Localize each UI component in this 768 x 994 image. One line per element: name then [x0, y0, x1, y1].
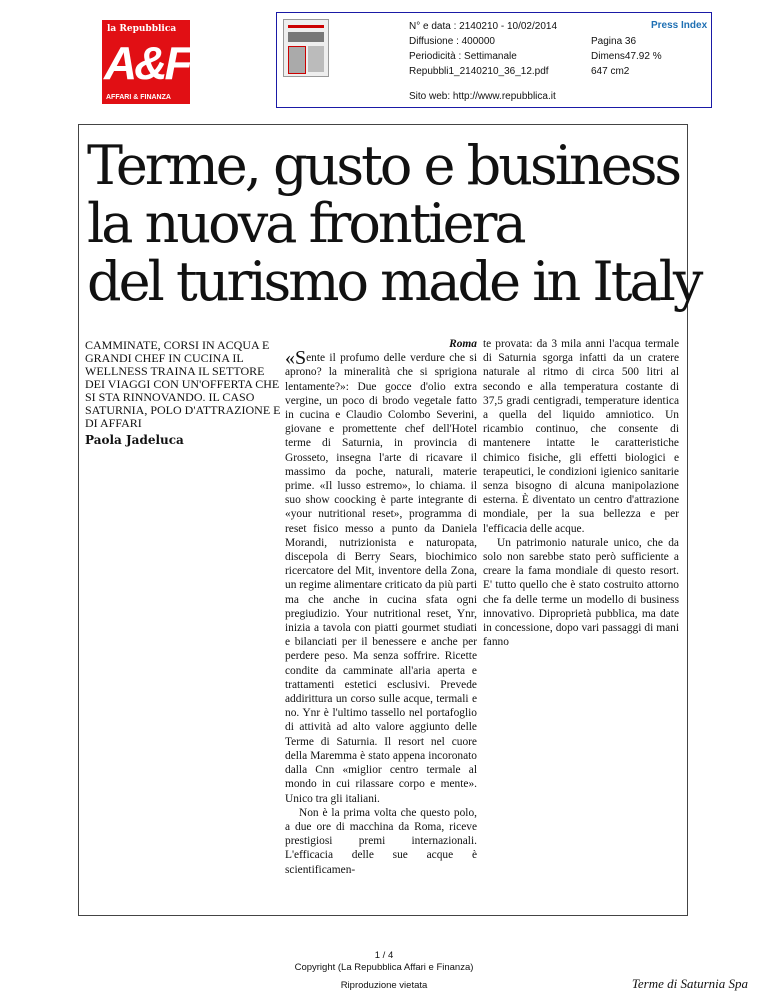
- client-name: Terme di Saturnia Spa: [631, 976, 748, 991]
- press-info-box: [276, 12, 712, 108]
- paragraph: Un patrimonio naturale unico, che da solo non sarebbe stato però sufficiente a creare la fama mondiale di questo resort. E' tutto quello che è stato costruito attorno che fa delle terme un modello di business innovativo. Diproprietà pubblica, ma date in concessione, dopo vari passaggi di mani fanno: [483, 536, 679, 649]
- author: Paola Jadeluca: [85, 433, 184, 447]
- press-info-details: [409, 19, 557, 79]
- number-date: N° e data : 2140210 - 10/02/2014: [409, 21, 558, 32]
- copyright: Copyright (La Repubblica Affari e Finanza): [294, 962, 474, 973]
- paragraph: [285, 347, 477, 806]
- dimension: Dimens47.92 %: [591, 51, 662, 62]
- article-column-3: [483, 337, 679, 649]
- website: Sito web: http://www.repubblica.it: [409, 91, 556, 102]
- circulation: Diffusione : 400000: [409, 36, 495, 47]
- logo-subtitle: AFFARI & FINANZA: [106, 94, 171, 101]
- area: 647 cm2: [591, 66, 630, 77]
- headline-line: la nuova frontiera: [87, 192, 524, 255]
- logo-publication: la Repubblica: [107, 24, 177, 34]
- paragraph: te provata: da 3 mila anni l'acqua termale di Saturnia sgorga infatti da un cratere naturale al ritmo di circa 500 litri al secondo e alla temperatura costante di 37,5 gradi centigradi, temperature identica a quella del liquido amniotico. Un ricambio continuo, che consente di mantenere intatte le caratteristiche chimico fisiche, gli effetti biologici e terapeutici, le condizioni igienico sanitarie senza bisogno di alcuna manipolazione esterna. È diventato un centro d'attrazione mondiale, per la sua bellezza e per l'efficacia delle acque.: [483, 338, 679, 535]
- kicker: CAMMINATE, CORSI IN ACQUA E GRANDI CHEF IN CUCINA IL WELLNESS TRAINA IL SETTORE DEI VIAGGI CON UN'OFFERTA CHE SI STA RINNOVANDO. IL CASO SATURNIA, POLO D'ATTRAZIONE E DI AFFARI: [85, 338, 281, 430]
- paragraph: Non è la prima volta che questo polo, a due ore di macchina da Roma, riceve prestigiosi premi internazionali. L'efficacia delle sue acque è scientificamen-: [285, 806, 477, 876]
- press-info-metrics: [591, 34, 662, 79]
- open-quote: «S: [285, 347, 307, 370]
- press-index-logo: Press Index: [651, 20, 708, 31]
- article-clipping: [78, 124, 701, 916]
- dateline-city: Roma: [449, 338, 477, 350]
- headline-line: del turismo made in Italy: [87, 250, 701, 313]
- publication-logo: [102, 20, 190, 104]
- reproduction-notice: Riproduzione vietata: [340, 980, 428, 991]
- paragraph-text: ente il profumo delle verdure che si aprono? la mineralità che si sprigiona lentamente?»: Due gocce d'olio extra vergine, un poco di brodo vegetale fatto in cucina e Claudio Colombo Severini, giovane e promettente chef dell'Hotel terme di Saturnia, in provincia di Grosseto, insegna l'arte di ricavare il massimo da poche, naturali, materie prime. «Il lusso estremo», lo chiama. il suo show coocking è parte integrante di «your nutritional reset», programma di reset fisico messo a punto da Daniela Morandi, nutrizionista e naturopata, discepola di Berry Sears, biochimico ricercatore del Mit, inventore della Zona, un regime alimentare criticato da più parti ma che anche in cucina sfata ogni pregiudizio. Your nutritional reset, Ynr, inizia a tavola con piatti gourmet studiati e bilanciati per il benessere e anche per perdere peso. Ma senza soffrire. Ricette condite da camminate all'aria aperta e trattamenti estetici esclusivi. Prevede addirittura un corso sulle acque, termali e no. Ynr è l'ultimo tassello nel portafoglio di attività ad alto valore aggiunto delle Terme di Saturnia. Il resort nel cuore della Maremma è stato appena incoronato dalla Cnn «miglior centro termale al mondo in cui rilassare corpo e mente». Unico tra gli italiani.: [285, 352, 477, 805]
- file-name: Repubbli1_2140210_36_12.pdf: [409, 66, 549, 77]
- article-column-2: [285, 337, 477, 877]
- page-number: Pagina 36: [591, 36, 637, 47]
- periodicity: Periodicità : Settimanale: [409, 51, 517, 62]
- logo-mark: A&F: [104, 37, 190, 89]
- headline-line: Terme, gusto e business: [87, 134, 680, 197]
- page-thumbnail: [283, 19, 329, 77]
- page-count: 1 / 4: [374, 950, 394, 961]
- headline: [87, 134, 701, 313]
